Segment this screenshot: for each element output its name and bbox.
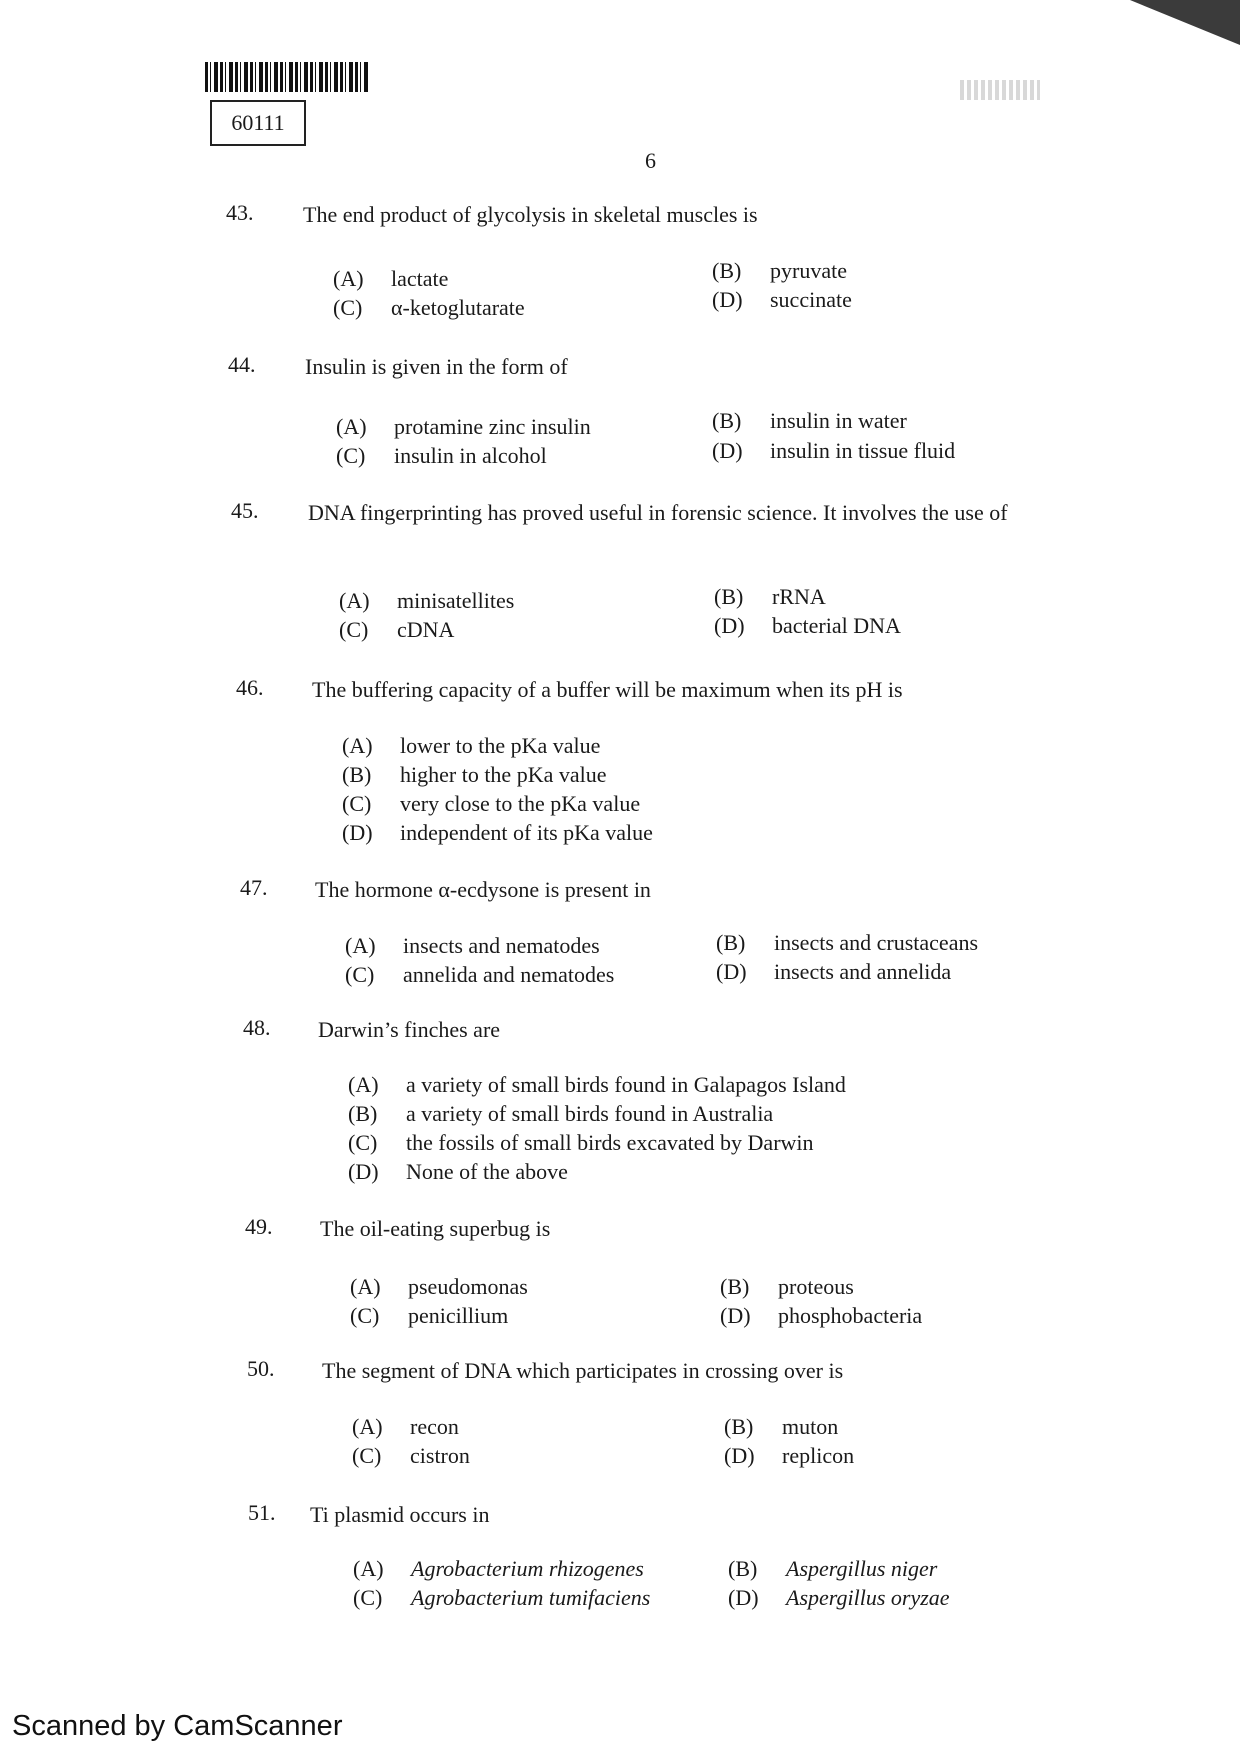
question-number: 51.	[248, 1500, 276, 1525]
option-d: (D) Aspergillus oryzae	[728, 1585, 950, 1610]
page-number: 6	[645, 148, 656, 173]
option-c: (C) very close to the pKa value	[342, 791, 641, 816]
option-c: (C) cDNA	[339, 617, 455, 642]
option-b: (B) pyruvate	[712, 258, 847, 283]
question-number: 46.	[236, 675, 264, 700]
scanner-watermark: Scanned by CamScanner	[12, 1710, 343, 1742]
option-a: (A) lower to the pKa value	[342, 733, 601, 758]
option-d: (D) bacterial DNA	[714, 613, 901, 638]
option-b: (B) muton	[724, 1414, 839, 1439]
question-text: Insulin is given in the form of	[305, 354, 568, 379]
question-text: DNA fingerprinting has proved useful in forensic science. It involves the use of	[308, 500, 1008, 525]
option-c: (C) penicillium	[350, 1303, 509, 1328]
option-a: (A) insects and nematodes	[345, 933, 600, 958]
option-a: (A) protamine zinc insulin	[336, 414, 591, 439]
option-d: (D) independent of its pKa value	[342, 820, 653, 845]
option-c: (C) Agrobacterium tumifaciens	[353, 1585, 651, 1610]
option-c: (C) cistron	[352, 1443, 470, 1468]
option-d: (D) None of the above	[348, 1159, 568, 1184]
question-text: The end product of glycolysis in skeletal muscles is	[303, 202, 758, 227]
option-c: (C) the fossils of small birds excavated by Darwin	[348, 1130, 814, 1155]
option-b: (B) Aspergillus niger	[728, 1556, 938, 1581]
question-number: 48.	[243, 1015, 271, 1040]
question-number: 43.	[226, 200, 254, 225]
option-c: (C) α-ketoglutarate	[333, 295, 525, 320]
paper-code-box: 60111	[210, 100, 306, 146]
option-d: (D) insects and annelida	[716, 959, 952, 984]
option-a: (A) recon	[352, 1414, 459, 1439]
question-number: 49.	[245, 1214, 273, 1239]
option-d: (D) insulin in tissue fluid	[712, 438, 956, 463]
option-b: (B) rRNA	[714, 584, 826, 609]
barcode-image	[205, 62, 370, 92]
question-number: 50.	[247, 1356, 275, 1381]
question-text: Ti plasmid occurs in	[310, 1502, 490, 1527]
option-a: (A) Agrobacterium rhizogenes	[353, 1556, 644, 1581]
option-a: (A) lactate	[333, 266, 449, 291]
question-text: The hormone α-ecdysone is present in	[315, 877, 651, 902]
question-number: 44.	[228, 352, 256, 377]
option-a: (A) pseudomonas	[350, 1274, 528, 1299]
option-a: (A) a variety of small birds found in Galapagos Island	[348, 1072, 846, 1097]
option-a: (A) minisatellites	[339, 588, 515, 613]
scan-corner-shadow	[1130, 0, 1240, 45]
faint-stamp-mark	[960, 80, 1040, 100]
question-number: 45.	[231, 498, 259, 523]
option-b: (B) higher to the pKa value	[342, 762, 607, 787]
option-b: (B) insects and crustaceans	[716, 930, 979, 955]
option-c: (C) annelida and nematodes	[345, 962, 615, 987]
question-text: Darwin’s finches are	[318, 1017, 501, 1042]
question-text: The segment of DNA which participates in crossing over is	[322, 1358, 844, 1383]
option-d: (D) replicon	[724, 1443, 855, 1468]
question-text: The oil-eating superbug is	[320, 1216, 551, 1241]
option-d: (D) phosphobacteria	[720, 1303, 923, 1328]
question-number: 47.	[240, 875, 268, 900]
option-b: (B) a variety of small birds found in Australia	[348, 1101, 774, 1126]
option-b: (B) proteous	[720, 1274, 854, 1299]
question-text: The buffering capacity of a buffer will be maximum when its pH is	[312, 677, 903, 702]
option-b: (B) insulin in water	[712, 408, 907, 433]
option-c: (C) insulin in alcohol	[336, 443, 547, 468]
option-d: (D) succinate	[712, 287, 852, 312]
